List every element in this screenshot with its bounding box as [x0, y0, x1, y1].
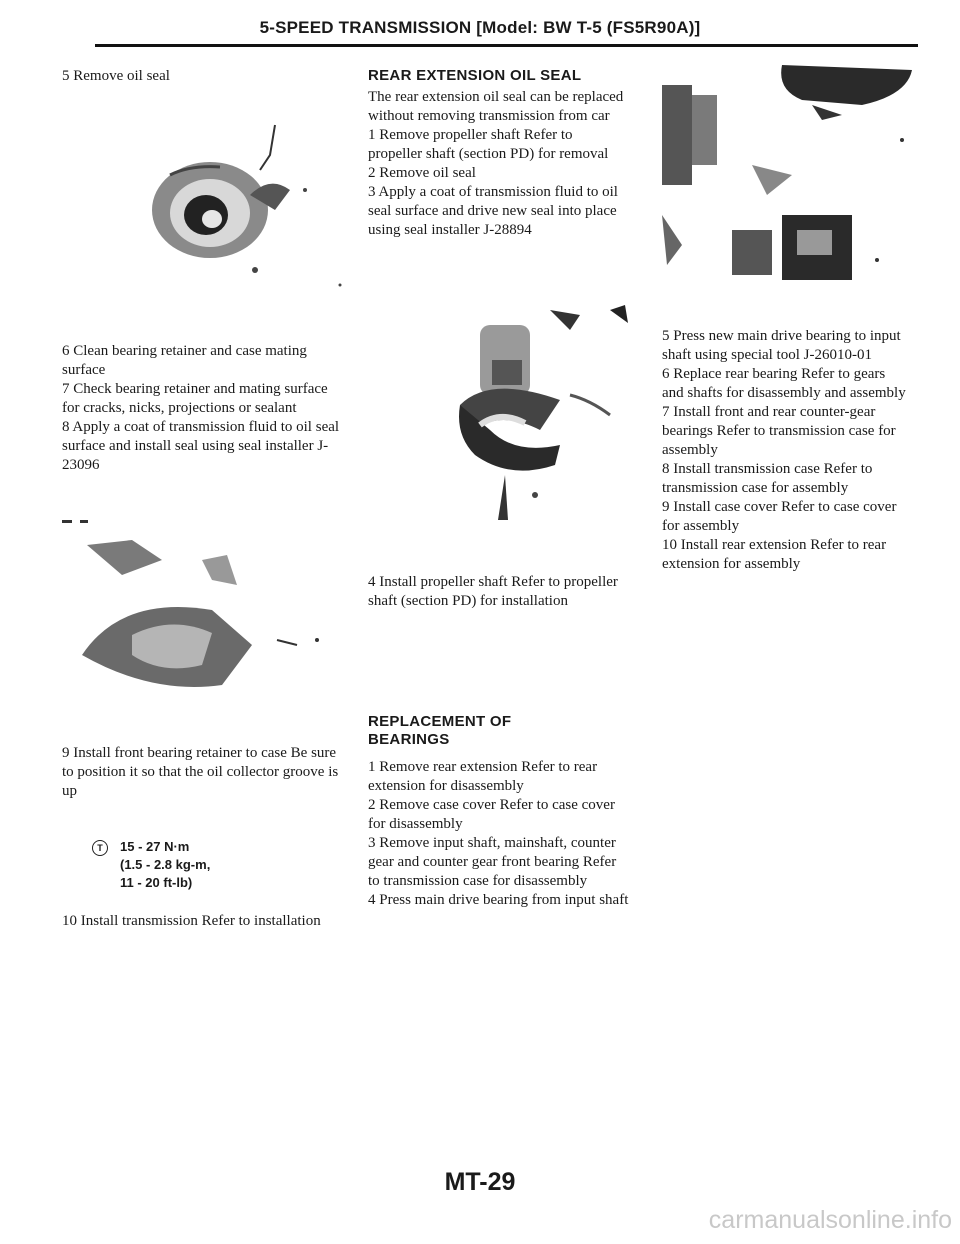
figure-press-main-drive-bearing: [662, 65, 922, 290]
right-step-10: 10 Install rear extension Refer to rear extension for assembly: [662, 537, 887, 572]
torque-kgm: (1.5 - 2.8 kg-m,: [120, 857, 211, 872]
rear-extension-step-2: 2 Remove oil seal: [368, 165, 476, 181]
left-step-7: 7 Check bearing retainer and mating surface for cracks, nicks, projections or sealant: [62, 381, 328, 416]
section-heading-replacement-of-bearings: [368, 713, 511, 749]
bearing-step-3: 3 Remove input shaft, mainshaft, counter gear and counter gear front bearing Refer to transmission case for disassembly: [368, 835, 617, 889]
left-step-8: 8 Apply a coat of transmission fluid to oil seal surface and install seal using seal installer J-23096: [62, 419, 340, 473]
left-step-5: 5 Remove oil seal: [62, 68, 170, 84]
right-step-6: 6 Replace rear bearing Refer to gears and shafts for disassembly and assembly: [662, 366, 906, 401]
page-header: 5-SPEED TRANSMISSION [Model: BW T-5 (FS5R90A)]: [259, 18, 701, 37]
figure-remove-oil-seal: [150, 95, 360, 295]
section-heading-rear-extension-oil-seal: REAR EXTENSION OIL SEAL: [368, 67, 582, 84]
figure-install-oil-seal: [420, 305, 635, 530]
right-step-9: 9 Install case cover Refer to case cover for assembly: [662, 499, 897, 534]
section-heading-line-1: REPLACEMENT OF: [368, 713, 512, 730]
left-steps-6-8: [62, 342, 345, 475]
rear-extension-step-1: 1 Remove propeller shaft Refer to propeller shaft (section PD) for removal: [368, 127, 609, 162]
figure-front-bearing-retainer: [62, 515, 322, 715]
bearing-step-2: 2 Remove case cover Refer to case cover for disassembly: [368, 797, 615, 832]
left-step-6: 6 Clean bearing retainer and case mating surface: [62, 343, 307, 378]
watermark: carmanualsonline.info: [708, 1206, 952, 1234]
header-rule: [95, 44, 918, 47]
torque-ftlb: 11 - 20 ft-lb): [120, 875, 193, 890]
torque-icon: T: [92, 840, 108, 856]
bearing-steps: [368, 758, 630, 910]
rear-extension-step-3: 3 Apply a coat of transmission fluid to oil seal surface and drive new seal into place using seal installer J-28894: [368, 184, 618, 238]
bearing-step-1: 1 Remove rear extension Refer to rear extension for disassembly: [368, 759, 598, 794]
page-number: MT-29: [444, 1168, 516, 1196]
torque-nm: 15 - 27 N·m: [120, 839, 190, 854]
bearing-step-4: 4 Press main drive bearing from input shaft: [368, 892, 629, 908]
right-step-7: 7 Install front and rear counter-gear bearings Refer to transmission case for assembly: [662, 404, 896, 458]
torque-values: [120, 838, 210, 892]
rear-extension-text: [368, 88, 630, 240]
right-steps: [662, 327, 910, 574]
rear-extension-intro: The rear extension oil seal can be replaced without removing transmission from car: [368, 89, 624, 124]
left-step-10: 10 Install transmission Refer to installation: [62, 913, 321, 929]
torque-spec: [92, 838, 210, 892]
rear-extension-step-4: 4 Install propeller shaft Refer to propeller shaft (section PD) for installation: [368, 574, 618, 609]
left-step-9: 9 Install front bearing retainer to case Be sure to position it so that the oil collector groove is up: [62, 745, 339, 799]
right-step-5: 5 Press new main drive bearing to input shaft using special tool J-26010-01: [662, 328, 901, 363]
section-heading-line-2: BEARINGS: [368, 731, 450, 748]
right-step-8: 8 Install transmission case Refer to transmission case for assembly: [662, 461, 873, 496]
